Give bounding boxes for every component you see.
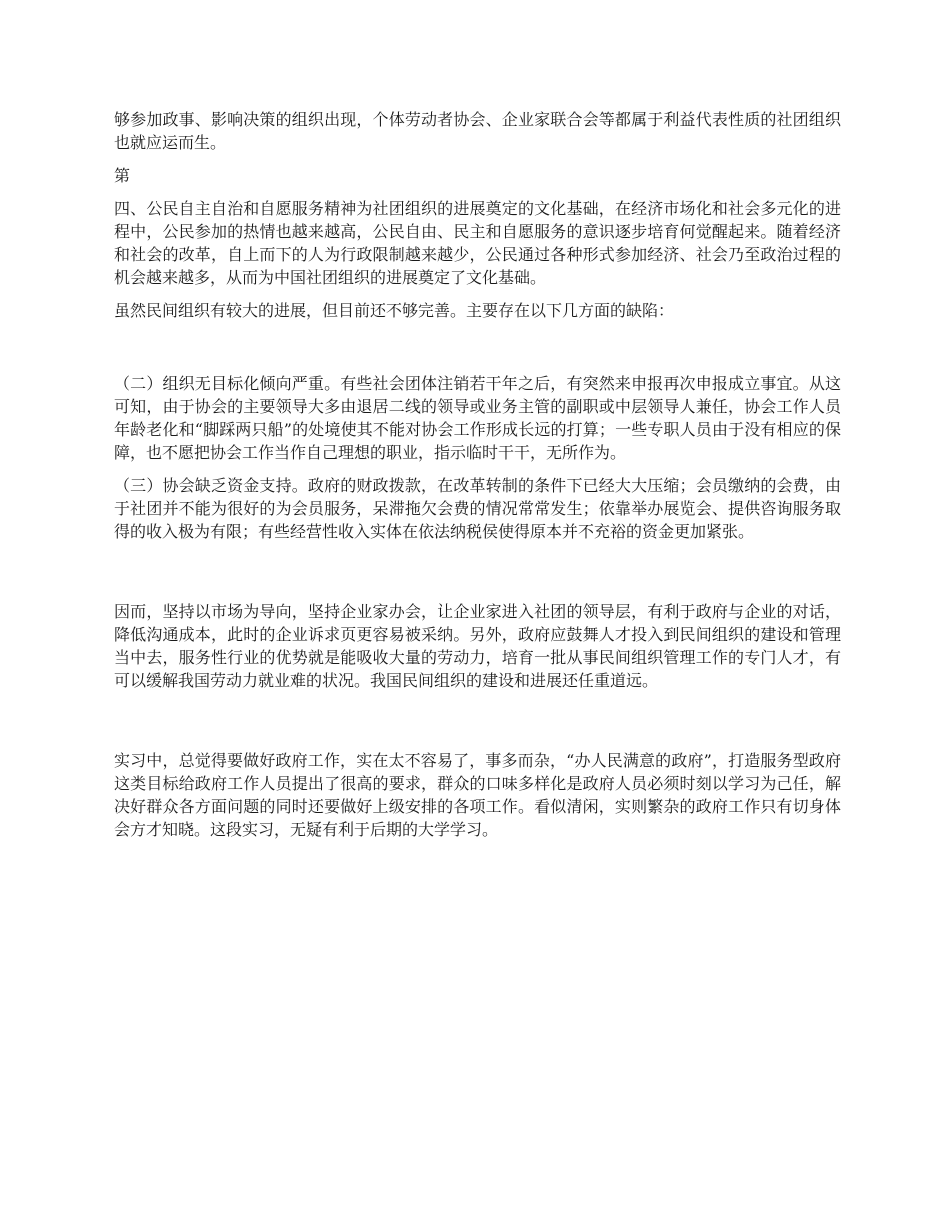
paragraph-1: 够参加政事、影响决策的组织出现，个体劳动者协会、企业家联合会等都属于利益代表性质的社团组织也就应运而生。 <box>114 110 841 152</box>
paragraph-4: 虽然民间组织有较大的进展，但目前还不够完善。主要存在以下几方面的缺陷： <box>114 301 675 320</box>
document-body <box>114 108 841 841</box>
paragraph-2: 第 <box>114 166 131 185</box>
paragraph-5: （二）组织无目标化倾向严重。有些社会团体注销若干年之后，有突然来申报再次申报成立事宜。从这可知，由于协会的主要领导大多由退居二线的领导或业务主管的副职或中层领导人兼任，协会工作人员年龄老化和“脚踩两只船”的处境使其不能对协会工作形成长远的打算；一些专职人员由于没有相应的保障，也不愿把协会工作当作自己理想的职业，指示临时干干，无所作为。 <box>114 374 841 462</box>
paragraph-7: 因而，坚持以市场为导向，坚持企业家办会，让企业家进入社团的领导层，有利于政府与企业的对话，降低沟通成本，此时的企业诉求页更容易被采纳。另外，政府应鼓舞人才投入到民间组织的建设和管理当中去，服务性行业的优势就是能吸收大量的劳动力，培育一批从事民间组织管理工作的专门人才，有可以缓解我国劳动力就业难的状况。我国民间组织的建设和进展还任重道远。 <box>114 602 841 690</box>
paragraph-8: 实习中，总觉得要做好政府工作，实在太不容易了，事多而杂，“办人民满意的政府”，打造服务型政府这类目标给政府工作人员提出了很高的要求，群众的口味多样化是政府人员必须时刻以学习为己任，解决好群众各方面问题的同时还要做好上级安排的各项工作。看似清闲，实则繁杂的政府工作只有切身体会方才知晓。这段实习，无疑有利于后期的大学学习。 <box>114 751 841 839</box>
paragraph-3: 四、公民自主自治和自愿服务精神为社团组织的进展奠定的文化基础，在经济市场化和社会多元化的进程中，公民参加的热情也越来越高，公民自由、民主和自愿服务的意识逐步培育何觉醒起来。随着经济和社会的改革，自上而下的人为行政限制越来越少，公民通过各种形式参加经济、社会乃至政治过程的机会越来越多，从而为中国社团组织的进展奠定了文化基础。 <box>114 199 841 287</box>
paragraph-6: （三）协会缺乏资金支持。政府的财政拨款，在改革转制的条件下已经大大压缩；会员缴纳的会费，由于社团并不能为很好的为会员服务，呆滞拖欠会费的情况常常发生；依靠举办展览会、提供咨询服务取得的收入极为有限；有些经营性收入实体在依法纳税侯使得原本并不充裕的资金更加紧张。 <box>114 476 841 541</box>
